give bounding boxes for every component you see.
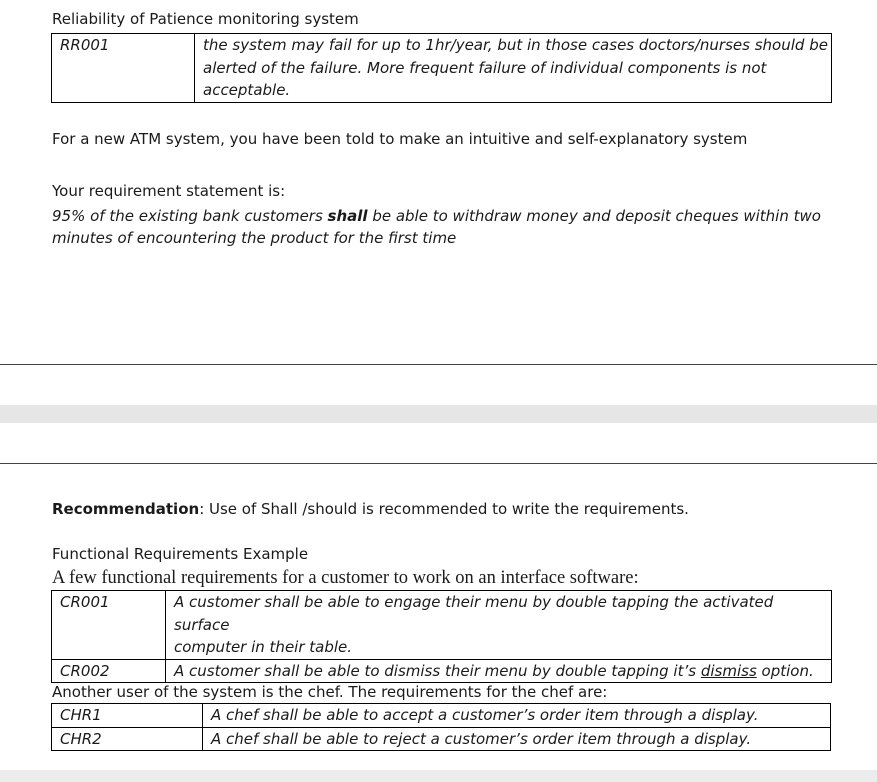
statement-label: Your requirement statement is: <box>52 182 286 200</box>
functional-heading: Functional Requirements Example <box>52 545 309 563</box>
atm-intro: For a new ATM system, you have been told to make an intuitive and self-explanatory system <box>52 130 748 148</box>
requirement-id: CR002 <box>52 659 166 683</box>
page-gap <box>0 405 877 423</box>
table-row <box>52 34 832 103</box>
table-row <box>52 704 831 728</box>
recommendation-label: Recommendation <box>52 500 200 518</box>
dismiss-word: dismiss <box>700 661 757 680</box>
reliability-table <box>51 33 832 103</box>
table-row <box>52 659 832 683</box>
customer-requirements-table <box>51 590 832 683</box>
requirement-id: CHR2 <box>52 727 203 751</box>
table-row <box>52 591 832 660</box>
page-divider <box>0 463 877 464</box>
requirement-id: RR001 <box>52 34 195 103</box>
requirement-line: alerted of the failure. More frequent failure of individual components is not <box>203 58 767 77</box>
functional-subheading: A few functional requirements for a customer to work on an interface software: <box>52 568 639 588</box>
statement-line-2: minutes of encountering the product for the first time <box>52 229 457 247</box>
requirement-text: A customer shall be able to engage their menu by double tapping the activated surface computer in their table. <box>166 591 832 660</box>
requirement-text <box>195 34 832 103</box>
chef-intro: Another user of the system is the chef. The requirements for the chef are: <box>52 683 608 701</box>
requirement-text: A customer shall be able to dismiss their menu by double tapping it’s dismiss option. <box>166 659 832 683</box>
requirement-text: A chef shall be able to accept a customer’s order item through a display. <box>203 704 831 728</box>
requirement-id: CHR1 <box>52 704 203 728</box>
requirement-line: acceptable. <box>203 81 291 99</box>
requirement-line: the system may fail for up to 1hr/year, but in those cases doctors/nurses should be <box>203 36 828 54</box>
recommendation: Recommendation: Use of Shall /should is recommended to write the requirements. <box>52 500 689 518</box>
shall-keyword: shall <box>327 207 368 225</box>
statement-line-1: 95% of the existing bank customers shall be able to withdraw money and deposit cheques within two <box>52 207 821 225</box>
chef-requirements-table <box>51 703 831 751</box>
requirement-text: A chef shall be able to reject a customer’s order item through a display. <box>203 727 831 751</box>
page-bottom-gap <box>0 770 877 782</box>
table-row <box>52 727 831 751</box>
reliability-heading: Reliability of Patience monitoring system <box>52 10 359 28</box>
page-divider <box>0 364 877 365</box>
requirement-id: CR001 <box>52 591 166 660</box>
